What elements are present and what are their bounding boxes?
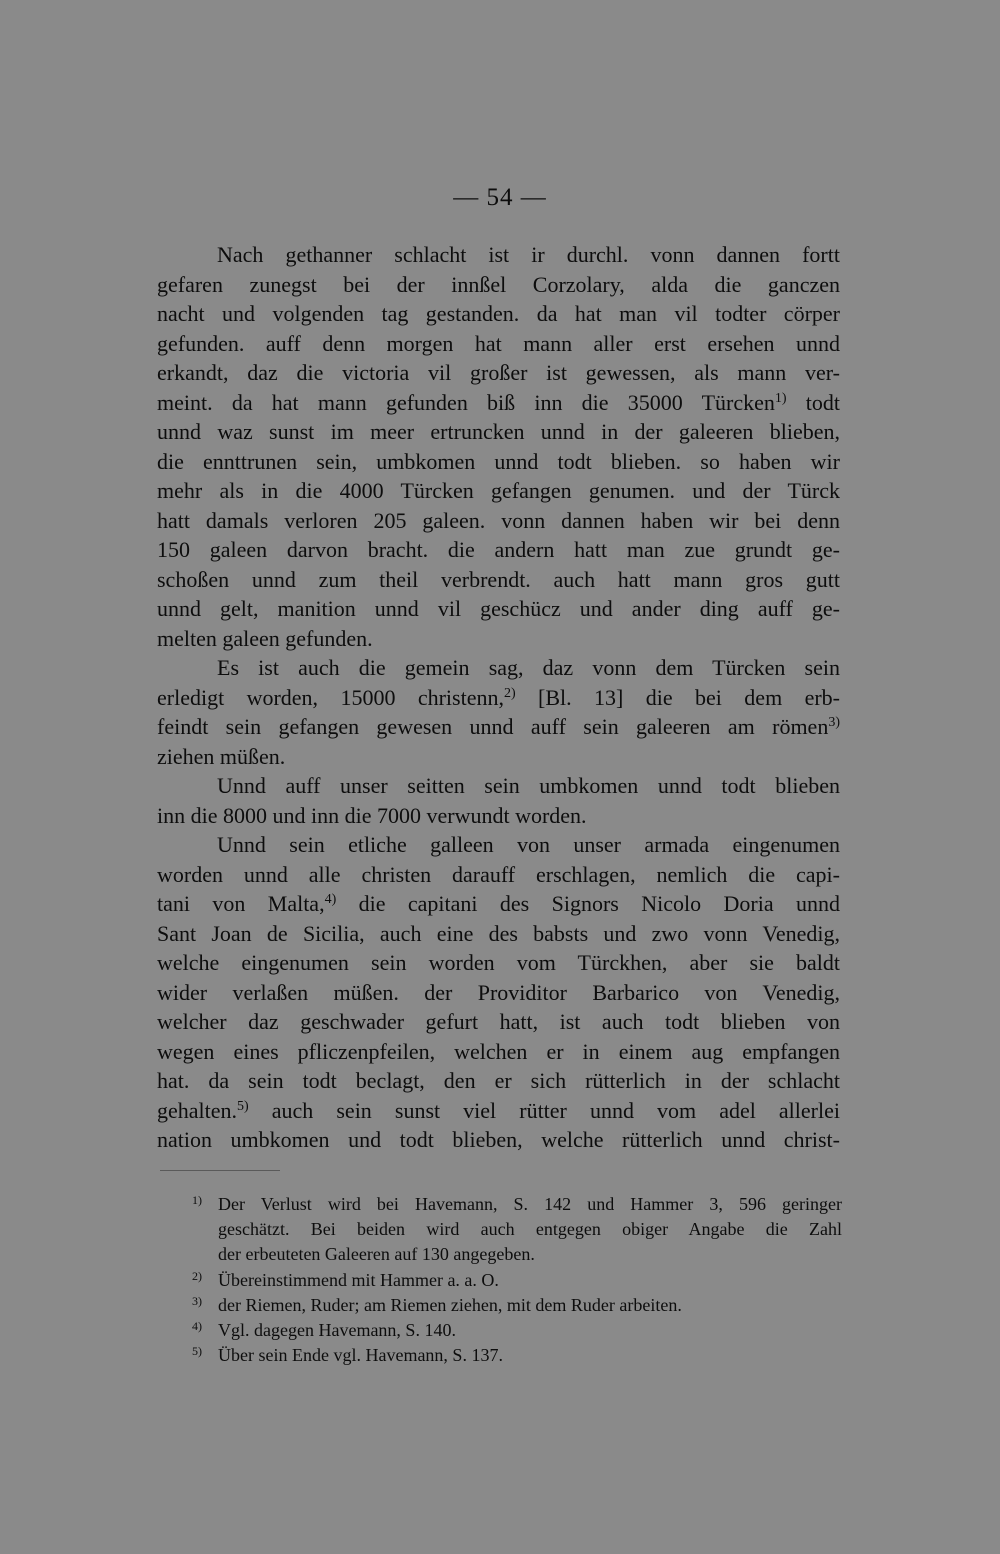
line-text: gefaren zunegst bei der innßel Corzolary, alda die ganczen <box>157 271 840 297</box>
text-line <box>157 565 840 595</box>
line-text: wider verlaßen müßen. der Providitor Barbarico von Venedig, <box>157 979 840 1005</box>
line-text: feindt sein gefangen gewesen unnd auff sein galeeren am römen <box>157 714 829 739</box>
line-text: worden unnd alle christen darauff erschlagen, nemlich die capi- <box>157 861 840 887</box>
text-line <box>157 535 840 565</box>
footnote-line <box>192 1293 842 1318</box>
line-text: wegen eines pfliczenpfeilen, welchen er in einem aug empfangen <box>157 1038 840 1064</box>
text-line <box>157 742 840 772</box>
line-text-continued: todt <box>786 389 840 415</box>
text-line <box>157 270 840 300</box>
footnotes <box>192 1192 842 1368</box>
page-number: — 54 — <box>453 184 547 211</box>
line-text-continued: auch sein sunst viel rütter unnd vom adel allerlei <box>248 1097 840 1123</box>
line-text: Nach gethanner schlacht ist ir durchl. vonn dannen fortt <box>217 242 840 267</box>
line-text: hat. da sein todt beclagt, den er sich rütterlich in der schlacht <box>157 1068 840 1093</box>
text-line <box>157 712 840 742</box>
text-line <box>157 594 840 624</box>
line-text: unnd gelt, manition unnd vil geschücz und ander ding auff ge- <box>157 596 840 621</box>
footnote-reference: 2) <box>503 685 516 701</box>
footnote-divider <box>160 1170 280 1171</box>
text-line <box>157 683 840 713</box>
text-line <box>157 240 840 270</box>
text-line <box>157 1096 840 1126</box>
line-text: hatt damals verloren 205 galeen. vonn dannen haben wir bei denn <box>157 507 840 533</box>
line-text: Unnd auff unser seitten sein umbkomen unnd todt blieben <box>217 773 840 798</box>
text-line <box>157 919 840 949</box>
text-line <box>157 1125 840 1155</box>
footnote-marker: 5) <box>192 1344 202 1359</box>
line-text: erledigt worden, 15000 christenn, <box>157 684 504 710</box>
line-text: ziehen müßen. <box>157 743 286 769</box>
line-text: melten galeen gefunden. <box>157 625 373 651</box>
footnote-reference: 1) <box>774 390 787 406</box>
line-text: inn die 8000 und inn die 7000 verwundt worden. <box>157 802 587 828</box>
text-line <box>157 889 840 919</box>
footnote-text: Übereinstimmend mit Hammer a. a. O. <box>218 1269 499 1290</box>
line-text: gefunden. auff denn morgen hat mann aller erst ersehen unnd <box>157 330 840 356</box>
text-line <box>157 948 840 978</box>
footnote-reference: 4) <box>324 892 337 907</box>
body-text <box>157 240 840 1155</box>
line-text: erkandt, daz die victoria vil großer ist gewessen, als mann ver- <box>157 360 840 385</box>
text-line <box>157 801 840 831</box>
line-text-continued: [Bl. 13] die bei dem erb- <box>515 684 840 710</box>
line-text: welcher daz geschwader gefurt hatt, ist auch todt blieben von <box>157 1009 840 1034</box>
line-text: unnd waz sunst im meer ertruncken unnd in der galeeren blieben, <box>157 419 840 444</box>
footnote-marker: 3) <box>192 1293 202 1308</box>
text-line <box>157 388 840 418</box>
footnote-marker: 4) <box>192 1318 202 1333</box>
line-text: schoßen unnd zum theil verbrendt. auch hatt mann gros gutt <box>157 566 840 592</box>
footnote-text: Der Verlust wird bei Havemann, S. 142 und Hammer 3, 596 geringer <box>218 1194 842 1214</box>
line-text: 150 galeen darvon bracht. die andern hatt man zue grundt ge- <box>157 537 840 562</box>
footnote-text: Über sein Ende vgl. Havemann, S. 137. <box>218 1345 503 1366</box>
footnote-reference: 5) <box>237 1098 249 1114</box>
text-line <box>157 1066 840 1096</box>
text-line <box>157 506 840 536</box>
text-line <box>157 476 840 506</box>
line-text: nation umbkomen und todt blieben, welche rütterlich unnd christ- <box>157 1127 840 1152</box>
footnote-text: geschätzt. Bei beiden wird auch entgegen obiger Angabe die Zahl <box>218 1219 842 1240</box>
footnote-marker: 1) <box>192 1193 202 1207</box>
footnote-text: der erbeuteten Galeeren auf 130 angegeben. <box>218 1244 535 1265</box>
footnote-line <box>192 1318 842 1343</box>
text-line <box>157 1007 840 1037</box>
line-text: mehr als in die 4000 Türcken gefangen genumen. und der Türck <box>157 478 840 503</box>
text-line <box>157 299 840 329</box>
text-line <box>157 329 840 359</box>
text-line <box>157 447 840 477</box>
text-line <box>157 1037 840 1067</box>
text-line <box>157 358 840 388</box>
line-text: Unnd sein etliche galleen von unser armada eingenumen <box>217 832 840 857</box>
footnote-marker: 2) <box>192 1268 202 1283</box>
text-line <box>157 978 840 1008</box>
line-text: die ennttrunen sein, umbkomen unnd todt blieben. so haben wir <box>157 448 840 474</box>
line-text: nacht und volgenden tag gestanden. da hat man vil todter cörper <box>157 301 840 326</box>
text-line <box>157 624 840 654</box>
footnote-reference: 3) <box>828 715 840 730</box>
line-text: Es ist auch die gemein sag, daz vonn dem Türcken sein <box>217 655 840 680</box>
line-text: gehalten. <box>157 1097 238 1123</box>
text-line <box>157 860 840 890</box>
text-line <box>157 417 840 447</box>
footnote-line <box>192 1217 842 1242</box>
line-text: tani von Malta, <box>157 891 325 916</box>
line-text-continued: die capitani des Signors Nicolo Doria unnd <box>336 891 840 916</box>
text-line <box>157 653 840 683</box>
footnote-line <box>192 1192 842 1217</box>
footnote-line <box>192 1268 842 1293</box>
text-line <box>157 771 840 801</box>
footnote-text: der Riemen, Ruder; am Riemen ziehen, mit dem Ruder arbeiten. <box>218 1294 682 1315</box>
line-text: meint. da hat mann gefunden biß inn die 35000 Türcken <box>157 389 775 415</box>
footnote-line <box>192 1242 842 1267</box>
footnote-text: Vgl. dagegen Havemann, S. 140. <box>218 1319 456 1340</box>
text-line <box>157 830 840 860</box>
line-text: Sant Joan de Sicilia, auch eine des babsts und zwo vonn Venedig, <box>157 920 840 946</box>
line-text: welche eingenumen sein worden vom Türckhen, aber sie baldt <box>157 950 840 975</box>
footnote-line <box>192 1343 842 1368</box>
